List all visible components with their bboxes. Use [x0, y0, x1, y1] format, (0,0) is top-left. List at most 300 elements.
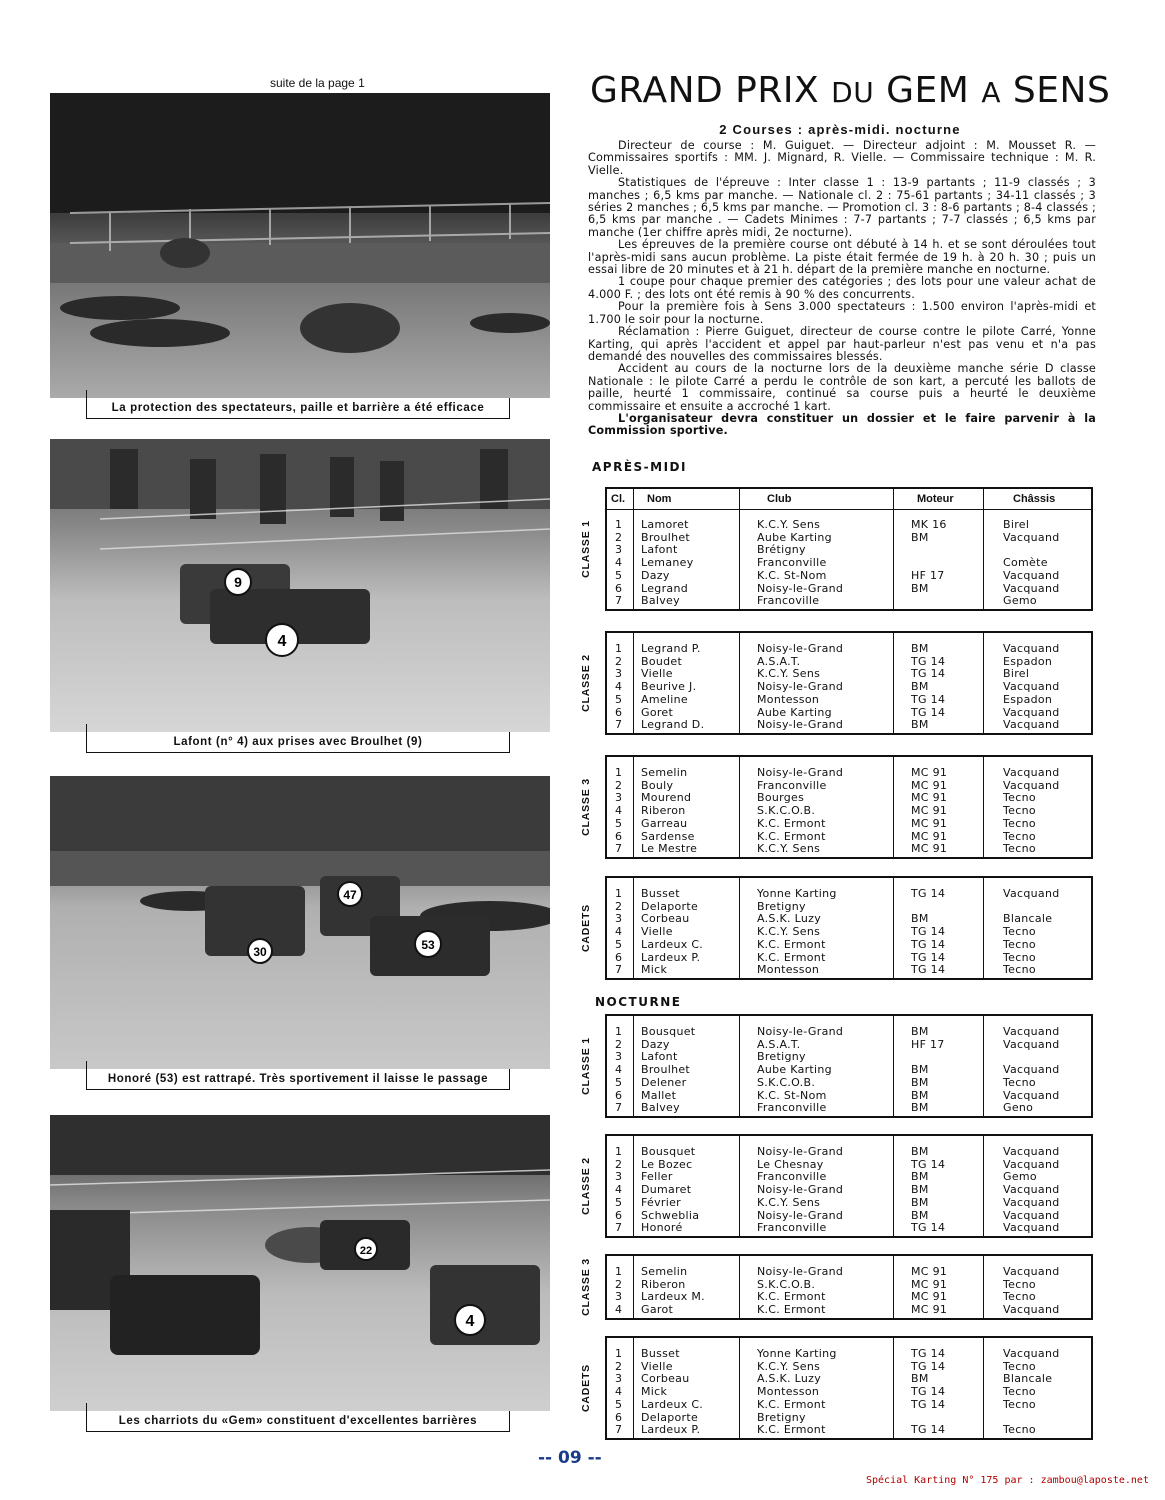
table-row [607, 718, 1091, 731]
cell-position: 6 [615, 1208, 623, 1222]
cell-chassis: Vacquand [1003, 778, 1060, 792]
cell-driver-name: Delaporte [641, 899, 699, 913]
side-label-text: CLASSE 1 [580, 1037, 592, 1095]
cell-driver-name: Lardeux P. [641, 950, 701, 964]
table-row [607, 1145, 1091, 1158]
cell-position: 5 [615, 937, 623, 951]
cell-position: 2 [615, 1037, 623, 1051]
cell-engine: MC 91 [911, 1290, 948, 1304]
table-header [607, 489, 1091, 510]
cell-driver-name: Vielle [641, 1359, 673, 1373]
table-side-label [576, 876, 596, 980]
cell-position: 5 [615, 1075, 623, 1089]
cell-position: 1 [615, 642, 623, 655]
cell-club: K.C. Ermont [757, 1303, 826, 1317]
results-table [605, 1014, 1093, 1118]
cell-chassis: Vacquand [1003, 1088, 1060, 1102]
cell-club: Noisy-le-Grand [757, 1183, 844, 1197]
results-table [605, 631, 1093, 735]
cell-club: Franconville [757, 556, 827, 570]
cell-chassis: Tecno [1003, 804, 1036, 818]
cell-club: Bretigny [757, 1050, 806, 1064]
cell-chassis: Gemo [1003, 594, 1037, 608]
photo-lafont-broulhet [50, 439, 550, 732]
cell-engine: HF 17 [911, 1037, 945, 1051]
cell-position: 3 [615, 543, 623, 557]
cell-driver-name: Semelin [641, 1265, 688, 1278]
cell-club: K.C. Ermont [757, 1423, 826, 1437]
cell-chassis: Vacquand [1003, 887, 1060, 900]
cell-engine: TG 14 [911, 1347, 946, 1360]
cell-driver-name: Riberon [641, 804, 686, 818]
cell-position: 4 [615, 680, 623, 694]
table-row [607, 887, 1091, 900]
cell-position: 3 [615, 1290, 623, 1304]
cell-club: A.S.K. Luzy [757, 1372, 822, 1386]
section-nocturne: NOCTURNE [595, 995, 682, 1009]
cell-position: 5 [615, 692, 623, 706]
table-side-label [576, 1254, 596, 1320]
cell-club: K.C.Y. Sens [757, 842, 821, 856]
photo-honore-drawing [50, 776, 550, 1069]
kart-number-4: 4 [277, 633, 287, 650]
table-row [607, 582, 1091, 595]
cell-chassis: Tecno [1003, 1277, 1036, 1291]
header-cl: Cl. [611, 493, 626, 505]
cell-driver-name: Bouly [641, 778, 674, 792]
cell-engine: TG 14 [911, 1423, 946, 1437]
cell-club: K.C. Ermont [757, 829, 826, 843]
cell-engine: BM [911, 1088, 929, 1102]
cell-club: A.S.A.T. [757, 1037, 801, 1051]
table-row [607, 1303, 1091, 1316]
side-label-text: CLASSE 2 [580, 1157, 592, 1215]
cell-driver-name: Vielle [641, 667, 673, 681]
cell-engine: TG 14 [911, 1385, 946, 1399]
cell-driver-name: Sardense [641, 829, 695, 843]
cell-chassis: Espadon [1003, 692, 1053, 706]
cell-driver-name: Garot [641, 1303, 674, 1317]
cell-club: K.C. Ermont [757, 1290, 826, 1304]
table-row [607, 817, 1091, 830]
cell-driver-name: Ameline [641, 692, 688, 706]
caption-4 [86, 1411, 510, 1432]
cell-engine: TG 14 [911, 937, 946, 951]
cell-position: 3 [615, 1050, 623, 1064]
cell-club: Montesson [757, 1385, 820, 1399]
photo-charriots [50, 1115, 550, 1411]
cell-engine: TG 14 [911, 1359, 946, 1373]
cell-position: 6 [615, 1088, 623, 1102]
cell-chassis: Birel [1003, 518, 1030, 531]
table-row [607, 1076, 1091, 1089]
cell-position: 2 [615, 654, 623, 668]
title-word-2: DU [831, 76, 875, 109]
caption-3-text: Honoré (53) est rattrapé. Très sportivement il laisse le passage [107, 1073, 489, 1085]
cell-driver-name: Legrand [641, 581, 689, 595]
cell-chassis: Vacquand [1003, 1063, 1060, 1077]
table-side-label [576, 487, 596, 611]
cell-driver-name: Boudet [641, 654, 683, 668]
cell-engine: TG 14 [911, 1221, 946, 1235]
side-label-text: CLASSE 2 [580, 654, 592, 712]
cell-position: 1 [615, 1347, 623, 1360]
paragraph-officials: Directeur de course : M. Guiguet. — Directeur adjoint : M. Mousset R. — Commissaires sportifs : MM. J. Mignard, R. Vielle. — Commissaire technique : M. R. Vielle. [588, 139, 1096, 177]
cell-position: 4 [615, 925, 623, 939]
cell-club: K.C. St-Nom [757, 1088, 827, 1102]
cell-chassis: Blancale [1003, 1372, 1053, 1386]
table-row [607, 1347, 1091, 1360]
table-row [607, 1101, 1091, 1114]
cell-engine: MC 91 [911, 778, 948, 792]
cell-engine: BM [911, 1025, 929, 1038]
cell-driver-name: Le Bozec [641, 1157, 693, 1171]
table-row [607, 1411, 1091, 1424]
cell-engine: BM [911, 1195, 929, 1209]
cell-position: 1 [615, 766, 623, 779]
cell-position: 6 [615, 950, 623, 964]
paragraph-schedule: Les épreuves de la première course ont débuté à 14 h. et se sont déroulées tout l'après-midi sans aucun problème. La piste était fermée de 19 h. à 20 h. 30 ; puis un essai libre de 20 minutes et à 21 h. départ de la première manche en nocturne. [588, 238, 1096, 277]
cell-engine: TG 14 [911, 1157, 946, 1171]
cell-driver-name: Lardeux M. [641, 1290, 705, 1304]
title-word-4: A [981, 76, 1001, 109]
cell-engine: BM [911, 1101, 929, 1115]
cell-position: 2 [615, 530, 623, 544]
cell-position: 4 [615, 1063, 623, 1077]
cell-driver-name: Février [641, 1195, 681, 1209]
cell-chassis: Vacquand [1003, 530, 1060, 544]
cell-chassis: Vacquand [1003, 1221, 1060, 1235]
cell-engine: BM [911, 718, 929, 732]
cell-engine: BM [911, 1372, 929, 1386]
table-row [607, 1385, 1091, 1398]
kart-number-9: 9 [234, 574, 242, 590]
cell-driver-name: Dazy [641, 1037, 670, 1051]
cell-driver-name: Feller [641, 1170, 673, 1184]
cell-position: 4 [615, 556, 623, 570]
cell-club: Yonne Karting [757, 887, 837, 900]
side-label-text: CLASSE 1 [580, 520, 592, 578]
cell-chassis: Vacquand [1003, 1303, 1060, 1317]
cell-club: Noisy-le-Grand [757, 1265, 844, 1278]
table-row [607, 1278, 1091, 1291]
cell-club: K.C.Y. Sens [757, 1359, 821, 1373]
cell-position: 1 [615, 518, 623, 531]
cell-engine: TG 14 [911, 950, 946, 964]
results-table [605, 876, 1093, 980]
cell-position: 1 [615, 1265, 623, 1278]
cell-chassis: Vacquand [1003, 642, 1060, 655]
table-row [607, 543, 1091, 556]
table-row [607, 951, 1091, 964]
table-row [607, 693, 1091, 706]
cell-chassis: Tecno [1003, 1290, 1036, 1304]
cell-club: K.C.Y. Sens [757, 667, 821, 681]
table-side-label [576, 1014, 596, 1118]
page-number: -- 09 -- [538, 1448, 602, 1468]
cell-position: 4 [615, 1385, 623, 1399]
cell-chassis: Vacquand [1003, 680, 1060, 694]
cell-position: 3 [615, 1372, 623, 1386]
paragraph-accident: Accident au cours de la nocturne lors de la deuxième manche série D classe Nationale : le pilote Carré a perdu le contrôle de son kart, a percuté les ballots de paille, heurté 1 commissaire, continué sa course puis a heurté le deuxième commissaire et ensuite a accroché 1 kart. [588, 362, 1096, 413]
cell-club: K.C. St-Nom [757, 568, 827, 582]
cell-chassis: Gemo [1003, 1170, 1037, 1184]
cell-club: Franconville [757, 1170, 827, 1184]
cell-driver-name: Riberon [641, 1277, 686, 1291]
cell-position: 7 [615, 594, 623, 608]
results-table [605, 755, 1093, 859]
cell-club: Noisy-le-Grand [757, 766, 844, 779]
cell-driver-name: Mick [641, 963, 668, 977]
table-row [607, 680, 1091, 693]
table-row [607, 1360, 1091, 1373]
cell-position: 1 [615, 1025, 623, 1038]
cell-position: 2 [615, 1277, 623, 1291]
cell-chassis: Vacquand [1003, 1195, 1060, 1209]
table-side-label [576, 755, 596, 859]
header-club: Club [767, 493, 792, 505]
caption-4-text: Les charriots du «Gem» constituent d'excellentes barrières [118, 1415, 478, 1427]
cell-chassis: Espadon [1003, 654, 1053, 668]
results-table [605, 1134, 1093, 1238]
table-row [607, 912, 1091, 925]
cell-position: 2 [615, 778, 623, 792]
table-side-label [576, 1336, 596, 1440]
table-row [607, 1183, 1091, 1196]
cell-engine: MC 91 [911, 1277, 948, 1291]
cell-position: 1 [615, 887, 623, 900]
title-word-5: SENS [1012, 70, 1111, 111]
cell-driver-name: Busset [641, 1347, 680, 1360]
cell-engine: BM [911, 1075, 929, 1089]
kart-number-53: 53 [421, 938, 435, 952]
header-nom: Nom [647, 493, 672, 505]
caption-2-text: Lafont (n° 4) aux prises avec Broulhet (9) [173, 736, 423, 748]
cell-chassis: Vacquand [1003, 1347, 1060, 1360]
cell-position: 3 [615, 912, 623, 926]
cell-club: S.K.C.O.B. [757, 804, 816, 818]
photo-spectators [50, 93, 550, 398]
kart-number-4b: 4 [465, 1313, 475, 1330]
cell-club: K.C.Y. Sens [757, 1195, 821, 1209]
cell-chassis: Vacquand [1003, 1157, 1060, 1171]
paragraph-complaint: Réclamation : Pierre Guiguet, directeur de course contre le pilote Carré, Yonne Karting, qui après l'accident et appel par haut-parleur n'est pas venu et n'a pas demandé des nouvelles des commissaires blessés. [588, 325, 1096, 363]
cell-position: 7 [615, 842, 623, 856]
kart-number-30: 30 [253, 945, 267, 959]
cell-chassis: Tecno [1003, 1359, 1036, 1373]
table-row [607, 1398, 1091, 1411]
table-row [607, 556, 1091, 569]
cell-engine: BM [911, 1063, 929, 1077]
cell-club: A.S.A.T. [757, 654, 801, 668]
kart-number-47: 47 [343, 888, 357, 902]
table-row [607, 1063, 1091, 1076]
cell-club: Bretigny [757, 1410, 806, 1424]
cell-driver-name: Delaporte [641, 1410, 699, 1424]
cell-driver-name: Schweblia [641, 1208, 700, 1222]
cell-position: 2 [615, 1359, 623, 1373]
cell-driver-name: Lemaney [641, 556, 694, 570]
cell-position: 4 [615, 1303, 623, 1317]
cell-driver-name: Mourend [641, 791, 692, 805]
cell-driver-name: Lafont [641, 543, 678, 557]
cell-driver-name: Legrand P. [641, 642, 701, 655]
cell-driver-name: Busset [641, 887, 680, 900]
cell-position: 5 [615, 1397, 623, 1411]
side-label-text: CADETS [580, 1364, 592, 1412]
cell-club: Franconville [757, 1221, 827, 1235]
table-row [607, 1221, 1091, 1234]
table-row [607, 1050, 1091, 1063]
cell-club: Franconville [757, 778, 827, 792]
table-row [607, 594, 1091, 607]
cell-driver-name: Beurive J. [641, 680, 697, 694]
cell-club: K.C.Y. Sens [757, 925, 821, 939]
cell-position: 2 [615, 1157, 623, 1171]
cell-position: 7 [615, 1101, 623, 1115]
cell-position: 7 [615, 718, 623, 732]
cell-driver-name: Le Mestre [641, 842, 698, 856]
table-side-label [576, 1134, 596, 1238]
paragraph-spectators: Pour la première fois à Sens 3.000 spectateurs : 1.500 environ l'après-midi et 1.700 le soir pour la nocturne. [588, 300, 1096, 326]
title-word-3: GEM [886, 70, 970, 111]
cell-position: 1 [615, 1145, 623, 1158]
table-row [607, 531, 1091, 544]
caption-2 [86, 732, 510, 753]
cell-driver-name: Lardeux C. [641, 1397, 704, 1411]
table-row [607, 1265, 1091, 1278]
cell-chassis: Tecno [1003, 950, 1036, 964]
cell-club: Brétigny [757, 543, 806, 557]
cell-engine: MC 91 [911, 766, 948, 779]
cell-chassis: Vacquand [1003, 718, 1060, 732]
cell-club: Bourges [757, 791, 805, 805]
cell-position: 2 [615, 899, 623, 913]
cell-chassis: Tecno [1003, 842, 1036, 856]
cell-engine: TG 14 [911, 1397, 946, 1411]
table-row [607, 1290, 1091, 1303]
cell-chassis: Tecno [1003, 829, 1036, 843]
cell-club: Francoville [757, 594, 820, 608]
cell-position: 7 [615, 1221, 623, 1235]
table-row [607, 1038, 1091, 1051]
cell-engine: MC 91 [911, 791, 948, 805]
cell-engine: MC 91 [911, 1303, 948, 1317]
cell-driver-name: Corbeau [641, 912, 690, 926]
paragraph-statistics: Statistiques de l'épreuve : Inter classe 1 : 13-9 partants ; 11-9 classés ; 3 manches ; 6,5 kms par manche. — Nationale cl. 2 : 75-61 partants ; 34-11 classés ; 3 séries 2 manches ; 6,5 kms par manche. — Promotion cl. 3 : 8-6 partants ; 8-4 classés ; 6,5 kms par manche . — Cadets Minimes : 7-7 partants ; 7-7 classés ; 6,5 kms par manche (1er chiffre après midi, 2e nocturne). [588, 176, 1096, 239]
table-side-label [576, 631, 596, 735]
cell-engine: TG 14 [911, 667, 946, 681]
cell-engine: BM [911, 912, 929, 926]
cell-driver-name: Broulhet [641, 530, 691, 544]
table-row [607, 938, 1091, 951]
table-row [607, 1196, 1091, 1209]
cell-driver-name: Bousquet [641, 1025, 696, 1038]
section-apres-midi: APRÈS-MIDI [592, 460, 687, 474]
cell-position: 4 [615, 1183, 623, 1197]
cell-club: Noisy-le-Grand [757, 1145, 844, 1158]
cell-club: Yonne Karting [757, 1347, 837, 1360]
cell-chassis: Vacquand [1003, 705, 1060, 719]
caption-3 [86, 1069, 510, 1090]
table-row [607, 963, 1091, 976]
cell-driver-name: Vielle [641, 925, 673, 939]
cell-club: Noisy-le-Grand [757, 1025, 844, 1038]
cell-engine: TG 14 [911, 705, 946, 719]
paragraph-organizer: L'organisateur devra constituer un dossier et le faire parvenir à la Commission sportive. [588, 411, 1096, 438]
cell-position: 5 [615, 816, 623, 830]
caption-1 [86, 398, 510, 419]
cell-driver-name: Mallet [641, 1088, 677, 1102]
cell-position: 4 [615, 804, 623, 818]
photo-honore [50, 776, 550, 1069]
cell-position: 6 [615, 581, 623, 595]
table-row [607, 569, 1091, 582]
cell-chassis: Tecno [1003, 816, 1036, 830]
cell-engine: BM [911, 1145, 929, 1158]
cell-chassis: Tecno [1003, 963, 1036, 977]
cell-club: Le Chesnay [757, 1157, 824, 1171]
cell-chassis: Tecno [1003, 1385, 1036, 1399]
side-label-text: CADETS [580, 904, 592, 952]
cell-driver-name: Mick [641, 1385, 668, 1399]
photo-lafont-broulhet-drawing [50, 439, 550, 732]
cell-engine: BM [911, 642, 929, 655]
table-row [607, 1209, 1091, 1222]
cell-driver-name: Lardeux P. [641, 1423, 701, 1437]
cell-engine: HF 17 [911, 568, 945, 582]
cell-chassis: Vacquand [1003, 1037, 1060, 1051]
table-row [607, 900, 1091, 913]
cell-engine: TG 14 [911, 925, 946, 939]
cell-club: K.C. Ermont [757, 816, 826, 830]
cell-engine: BM [911, 1183, 929, 1197]
cell-chassis: Vacquand [1003, 1183, 1060, 1197]
cell-engine: MC 91 [911, 816, 948, 830]
cell-position: 6 [615, 829, 623, 843]
cell-club: S.K.C.O.B. [757, 1277, 816, 1291]
header-chassis: Châssis [1013, 493, 1056, 505]
table-row [607, 655, 1091, 668]
cell-position: 3 [615, 667, 623, 681]
photo-charriots-drawing [50, 1115, 550, 1411]
cell-position: 6 [615, 1410, 623, 1424]
cell-driver-name: Dazy [641, 568, 670, 582]
cell-chassis: Tecno [1003, 937, 1036, 951]
table-row [607, 706, 1091, 719]
photo-spectators-drawing [50, 93, 550, 398]
cell-chassis: Vacquand [1003, 568, 1060, 582]
table-row [607, 925, 1091, 938]
cell-position: 5 [615, 1195, 623, 1209]
table-row [607, 766, 1091, 779]
cell-chassis: Geno [1003, 1101, 1034, 1115]
continuation-note: suite de la page 1 [270, 76, 365, 90]
cell-club: Montesson [757, 692, 820, 706]
cell-position: 7 [615, 963, 623, 977]
cell-chassis: Tecno [1003, 1075, 1036, 1089]
cell-driver-name: Lardeux C. [641, 937, 704, 951]
table-row [607, 1158, 1091, 1171]
results-table [605, 1254, 1093, 1320]
cell-chassis: Vacquand [1003, 766, 1060, 779]
side-label-text: CLASSE 3 [580, 1258, 592, 1316]
cell-engine: TG 14 [911, 887, 946, 900]
table-row [607, 1372, 1091, 1385]
cell-engine: MK 16 [911, 518, 947, 531]
cell-driver-name: Garreau [641, 816, 688, 830]
cell-club: A.S.K. Luzy [757, 912, 822, 926]
